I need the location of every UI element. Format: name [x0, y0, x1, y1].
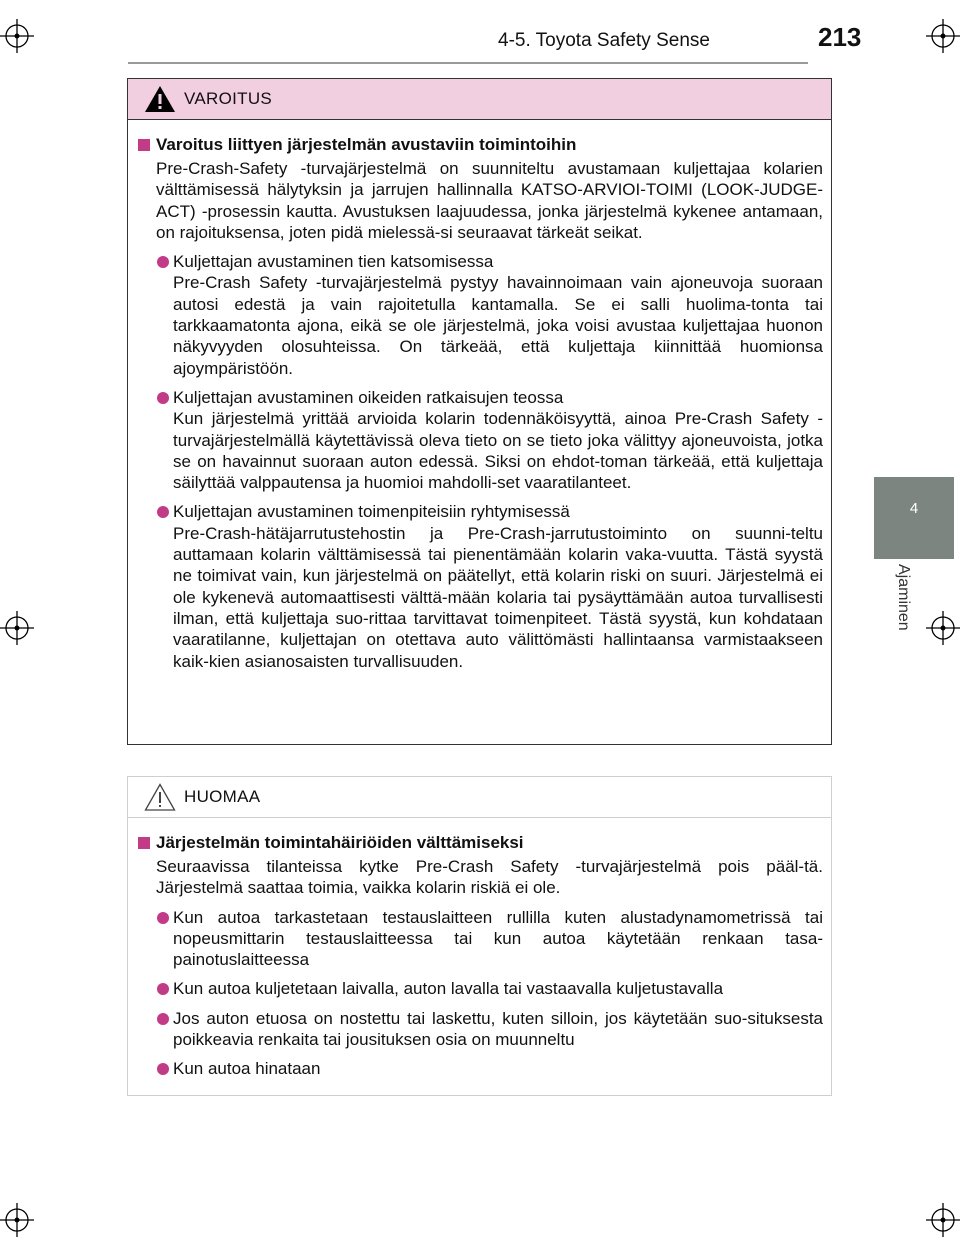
list-item — [136, 978, 823, 999]
chapter-tab — [874, 477, 954, 559]
section-title: 4-5. Toyota Safety Sense — [498, 30, 710, 51]
list-item-title: Kuljettajan avustaminen toimenpiteisiin ryhtymisessä — [173, 502, 570, 522]
page-number: 213 — [818, 22, 862, 52]
list-item-text: Kun autoa kuljetetaan laivalla, auton lavalla tai vastaavalla kuljetustavalla — [173, 979, 724, 999]
round-bullet-icon — [157, 256, 169, 268]
chapter-number: 4 — [909, 500, 919, 517]
list-item — [136, 387, 823, 493]
notice-body — [128, 818, 831, 1080]
round-bullet-icon — [157, 1013, 169, 1025]
chapter-label-container — [874, 560, 954, 650]
list-item-text: Pre-Crash Safety -turvajärjestelmä pystyy havainnoimaan vain ajoneuvoja suoraan autosi edestä ja vain rajoitetulla kantamalla. Se ei salli huolima-tonta tai tarkkaamatonta ajona, eikä se ole järjestelmä, joka voisi avustaa kuljettajaa huonon näkyvyyden olosuhteissa. On tärkeää, että kuljettaja kiinnittää huomionsa ajoympäristöön. — [173, 273, 823, 378]
warning-heading-text: Varoitus liittyen järjestelmän avustaviin toimintoihin — [156, 135, 577, 154]
registration-mark-bottom-left — [0, 1203, 34, 1237]
round-bullet-icon — [157, 506, 169, 518]
header-divider — [128, 62, 808, 64]
list-item — [136, 907, 823, 971]
list-item-text: Kun järjestelmä yrittää arvioida kolarin todennäköisyyttä, ainoa Pre-Crash Safety -turvajärjestelmällä käytettävissä oleva tieto on se tieto joka välittyy ajoneuvoista, jotka se on havainnut suoraan auton edessä. Siksi on ehdot-toman tärkeää, että kuljettaja säilyttää valppautensa ja huomioi mahdolli-set vaaratilanteet. — [173, 409, 823, 493]
list-item — [136, 251, 823, 379]
notice-heading-text: Järjestelmän toimintahäiriöiden välttämiseksi — [156, 833, 524, 852]
warning-heading — [136, 134, 823, 156]
list-item-text: Kun autoa tarkastetaan testauslaitteen rullilla kuten alustadynamometrissä tai nopeusmittarin testauslaitteessa tai kun autoa käytetään renkaan tasa-painotuslaitteessa — [173, 907, 823, 970]
caution-triangle-icon — [144, 783, 176, 811]
registration-mark-mid-left — [0, 611, 34, 645]
warning-triangle-icon — [144, 85, 176, 113]
notice-label: HUOMAA — [184, 787, 261, 806]
square-bullet-icon — [138, 139, 150, 151]
warning-label: VAROITUS — [184, 89, 273, 108]
list-item — [136, 501, 823, 671]
notice-intro: Seuraavissa tilanteissa kytke Pre-Crash Safety -turvajärjestelmä pois pääl-tä. Järjestelmä saattaa toimia, vaikka kolarin riskiä ei ole. — [156, 857, 823, 898]
round-bullet-icon — [157, 983, 169, 995]
list-item — [136, 1008, 823, 1051]
list-item-text: Kun autoa hinataan — [173, 1059, 321, 1079]
list-item-title: Kuljettajan avustaminen oikeiden ratkaisujen teossa — [173, 387, 564, 407]
list-item-text: Pre-Crash-hätäjarrutustehostin ja Pre-Crash-jarrutustoiminto on suunni-teltu auttamaan kolarin välttämisessä tai pienentämään kolarin vaka-vuutta. Tästä syystä ne toimivat vain, kun järjestelmä on päätellyt, että kolarin riski on suuri. Järjestelmä ei ole kykenevä automaattisesti välttä-mään kolaria tai pysäyttämään autoa turvallisesti ilman, että kuljettaja suo-rittaa tarvittavat toimenpiteet. Tästä syystä, kun kohdataan vaaratilanne, kuljettajan on otettava auto välittömästi hallintaansa varmistaakseen kaik-kien asianosaisten turvallisuuden. — [173, 523, 823, 671]
notice-box — [127, 776, 832, 1096]
round-bullet-icon — [157, 392, 169, 404]
notice-header — [128, 777, 831, 818]
warning-body — [128, 120, 831, 672]
page-header — [0, 0, 960, 66]
chapter-label: Ajaminen — [895, 564, 912, 631]
warning-intro: Pre-Crash-Safety -turvajärjestelmä on suunniteltu avustamaan kuljettajaa kolarien välttämisessä hälytyksin ja jarrujen hallinnalla KATSO-ARVIOI-TOIMI (LOOK-JUDGE-ACT) -prosessin kautta. Avustuksen laajuudessa, jonka järjestelmä kykenee antamaan, on rajoituksensa, joten pidä mielessä-si seuraavat tärkeät seikat. — [156, 159, 823, 242]
round-bullet-icon — [157, 912, 169, 924]
list-item-text: Jos auton etuosa on nostettu tai laskettu, kuten silloin, jos käytetään suo-situksesta poikkeavia renkaita tai jousituksen osia on muunneltu — [173, 1008, 823, 1050]
warning-header — [128, 79, 831, 120]
list-item-title: Kuljettajan avustaminen tien katsomisessa — [173, 252, 494, 272]
round-bullet-icon — [157, 1063, 169, 1075]
warning-box — [127, 78, 832, 745]
list-item — [136, 1058, 823, 1079]
registration-mark-bottom-right — [926, 1203, 960, 1237]
square-bullet-icon — [138, 837, 150, 849]
notice-heading — [136, 832, 823, 854]
